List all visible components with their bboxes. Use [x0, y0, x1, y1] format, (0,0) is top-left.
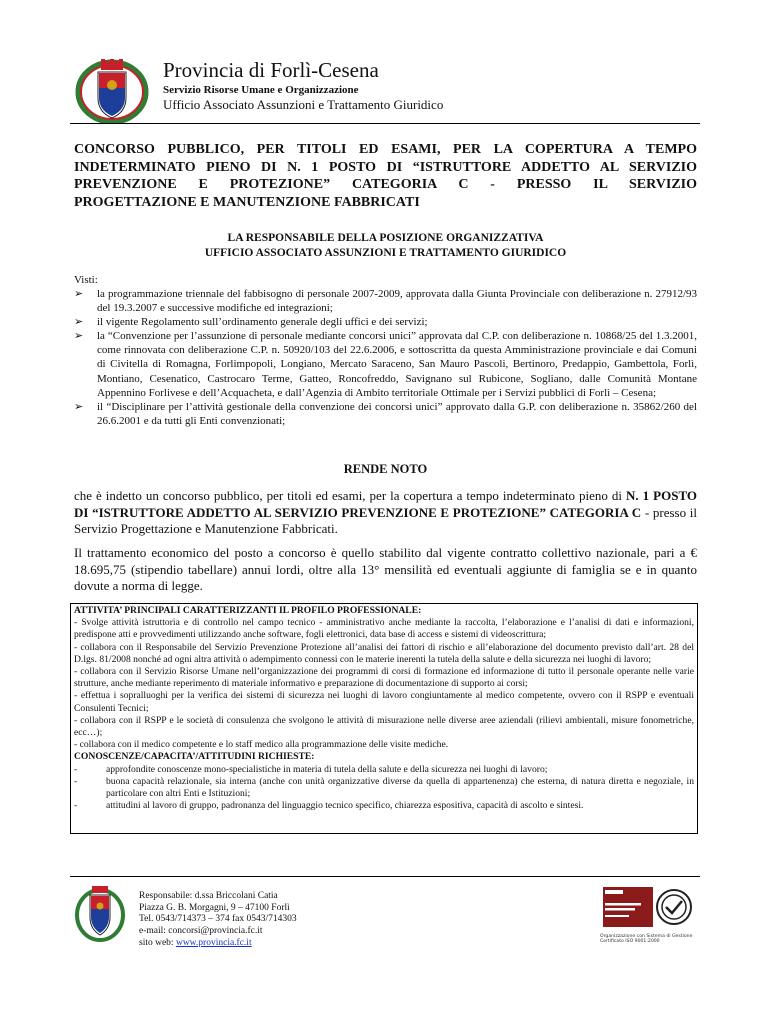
- visti-label: Visti:: [74, 274, 98, 286]
- responsible-title-line2: UFFICIO ASSOCIATO ASSUNZIONI E TRATTAMENTO GIURIDICO: [204, 247, 567, 259]
- arrow-bullet-icon: ➢: [74, 288, 84, 300]
- arrow-bullet-icon: ➢: [74, 400, 84, 413]
- provincial-crest-icon: [74, 58, 150, 124]
- list-item: - collabora con il RSPP e le società di consulenza che svolgono le attività di misurazione nelle diverse aree aziendali (rilievi ambientali, misure fonometriche, ecc…);: [74, 714, 694, 739]
- skills-heading: CONOSCENZE/CAPACITA’/ATTITUDINI RICHIESTE:: [74, 751, 315, 763]
- activities-heading: ATTIVITA’ PRINCIPALI CARATTERIZZANTI IL PROFILO PROFESSIONALE:: [74, 605, 422, 616]
- list-item: ➢ la “Convenzione per l’assunzione di personale mediante concorsi unici” approvata dal C.P. con deliberazione n. 10868/25 del 1.3.2001, come rinnovata con deliberazione C.P. n. 50920/103 del 22.6.2006, e sottoscritta da questa Amministrazione provinciale e dai Comuni di Civitella di Romagna, Forlimpopoli, Longiano, Mercato Saraceno, San Mauro Pascoli, Bertinoro, Predappio, Gambettola, Forlì, Montiano, Cesenatico, Castrocaro Terme, Gatteo, Roncofreddo, Savignano sul Rubicone, Sogliano, dalle Comunità Montane Appennino Forlivese e dell’Acquacheta, e dall’Agenzia di Ambito territoriale Ottimale per i Servizi pubblici di Forlì – Cesena;: [74, 330, 697, 399]
- list-item: - Svolge attività istruttoria e di controllo nel campo tecnico - amministrativo anche mediante la raccolta, l’elaborazione e l’analisi di dati e informazioni, predispone atti e provvedimenti utilizzando anche software, fogli elettronici, data base di access e sistemi di videoscrittura;: [74, 617, 694, 641]
- responsible-title-line1: LA RESPONSABILE DELLA POSIZIONE ORGANIZZATIVA: [227, 232, 544, 244]
- list-item: - buona capacità relazionale, sia interna (anche con unità organizzative diverse da quella di appartenenza) che esterna, di natura diretta e negoziale, in particolare con altri Enti e Istituzioni;: [74, 775, 694, 800]
- list-item: ➢ il vigente Regolamento sull’ordinamento generale degli uffici e dei servizi;: [74, 316, 428, 329]
- announcement-position: N. 1 POSTO DI “ISTRUTTORE ADDETTO AL SERVIZIO PREVENZIONE E PROTEZIONE” CATEGORIA C: [74, 488, 698, 520]
- list-item: - approfondite conoscenze mono-specialistiche in materia di tutela della salute e della sicurezza nei luoghi di lavoro;: [74, 763, 548, 775]
- footer-contacts: [139, 891, 297, 950]
- title-last-line: PROGETTAZIONE E MANUTENZIONE FABBRICATI: [74, 194, 420, 210]
- department-name: Servizio Risorse Umane e Organizzazione: [163, 84, 359, 96]
- document-title: [74, 141, 697, 211]
- list-item: - collabora con il Servizio Risorse Umane nell’organizzazione dei programmi di corsi di formazione ed informazione di tutto il personale operante nelle varie strutture, anche mediante reperimento di materiale informativo e preparazione di documentazione di supporto ai corsi;: [74, 666, 694, 690]
- certification-caption: Organizzazione con Sistema di Gestione Certificato ISO 9001:2000: [600, 934, 693, 945]
- header-divider: [70, 123, 700, 124]
- footer-phone: Tel. 0543/714373 – 374 fax 0543/714303: [139, 914, 297, 925]
- footer-crest-icon: [74, 883, 126, 943]
- salary-paragraph: Il trattamento economico del posto a concorso è quello stabilito dal vigente contratto collettivo nazionale, pari a € 18.695,75 (stipendio tabellare) annui lordi, oltre alla 13° mensilità ed eventuali aggiunte di famiglia se e in quanto dovute a norma di legge.: [74, 545, 697, 593]
- org-name: Provincia di Forlì-Cesena: [163, 58, 379, 82]
- arrow-bullet-icon: ➢: [74, 316, 84, 329]
- list-item: - attitudini al lavoro di gruppo, padronanza del linguaggio tecnico specifico, chiarezza espositiva, capacità di ascolto e sintesi.: [74, 800, 584, 812]
- announcement-paragraph: che è indetto un concorso pubblico, per titoli ed esami, per la copertura a tempo indeterminato pieno di N. 1 POSTO DI “ISTRUTTORE ADDETTO AL SERVIZIO PREVENZIONE E PROTEZIONE” CATEGORIA C - presso il Servizio Progettazione e Manutenzione Fabbricati.: [74, 488, 698, 536]
- office-name: Ufficio Associato Assunzioni e Trattamento Giuridico: [163, 97, 444, 112]
- footer-divider: [70, 876, 700, 877]
- footer-responsible: Responsabile: d.ssa Briccolani Catia: [139, 891, 278, 901]
- list-item: - collabora con il medico competente e lo staff medico alla programmazione delle visite mediche.: [74, 739, 449, 751]
- footer-address: Piazza G. B. Morgagni, 9 – 47100 Forlì: [139, 902, 290, 913]
- footer-web: sito web: www.provincia.fc.it: [139, 937, 252, 948]
- title-main: CONCORSO PUBBLICO, PER TITOLI ED ESAMI, PER LA COPERTURA A TEMPO INDETERMINATO PIENO DI N. 1 POSTO DI “ISTRUTTORE ADDETTO AL SERVIZIO PREVENZIONE E PROTEZIONE” CATEGORIA C - PRESSO IL SERVIZIO: [74, 142, 697, 192]
- list-item: - collabora con il Responsabile del Servizio Prevenzione Protezione all’analisi dei fattori di rischio e all’elaborazione del documento previsto dall’art. 28 del D.lgs. 81/2008 nonché ad ogni altra attività o adempimento connessi con le materie inerenti la tutela della salute e della sicurezza nei luoghi di lavoro;: [74, 641, 694, 665]
- list-item: ➢ la programmazione triennale del fabbisogno di personale 2007-2009, approvata dalla Giunta Provinciale con deliberazione n. 27912/93 del 19.3.2007 e successive modifiche ed integrazioni;: [74, 288, 697, 315]
- arrow-bullet-icon: ➢: [74, 330, 84, 343]
- footer-email: e-mail: concorsi@provincia.fc.it: [139, 926, 263, 937]
- website-link[interactable]: www.provincia.fc.it: [175, 937, 252, 948]
- list-item: ➢ il “Disciplinare per l’attività gestionale della convenzione dei concorsi unici” approvato dalla G.P. con deliberazione n. 35862/260 del 26.6.2001 e da tutti gli Enti convenzionati;: [74, 400, 697, 427]
- rende-noto-heading: RENDE NOTO: [343, 462, 428, 476]
- profile-box: [70, 603, 698, 834]
- visti-list: [74, 287, 697, 428]
- list-item: - effettua i sopralluoghi per la verifica dei sistemi di sicurezza nei luoghi di lavoro congiuntamente al medico competente, ovvero con il RSPP e eventuali Consulenti Tecnici;: [74, 690, 694, 714]
